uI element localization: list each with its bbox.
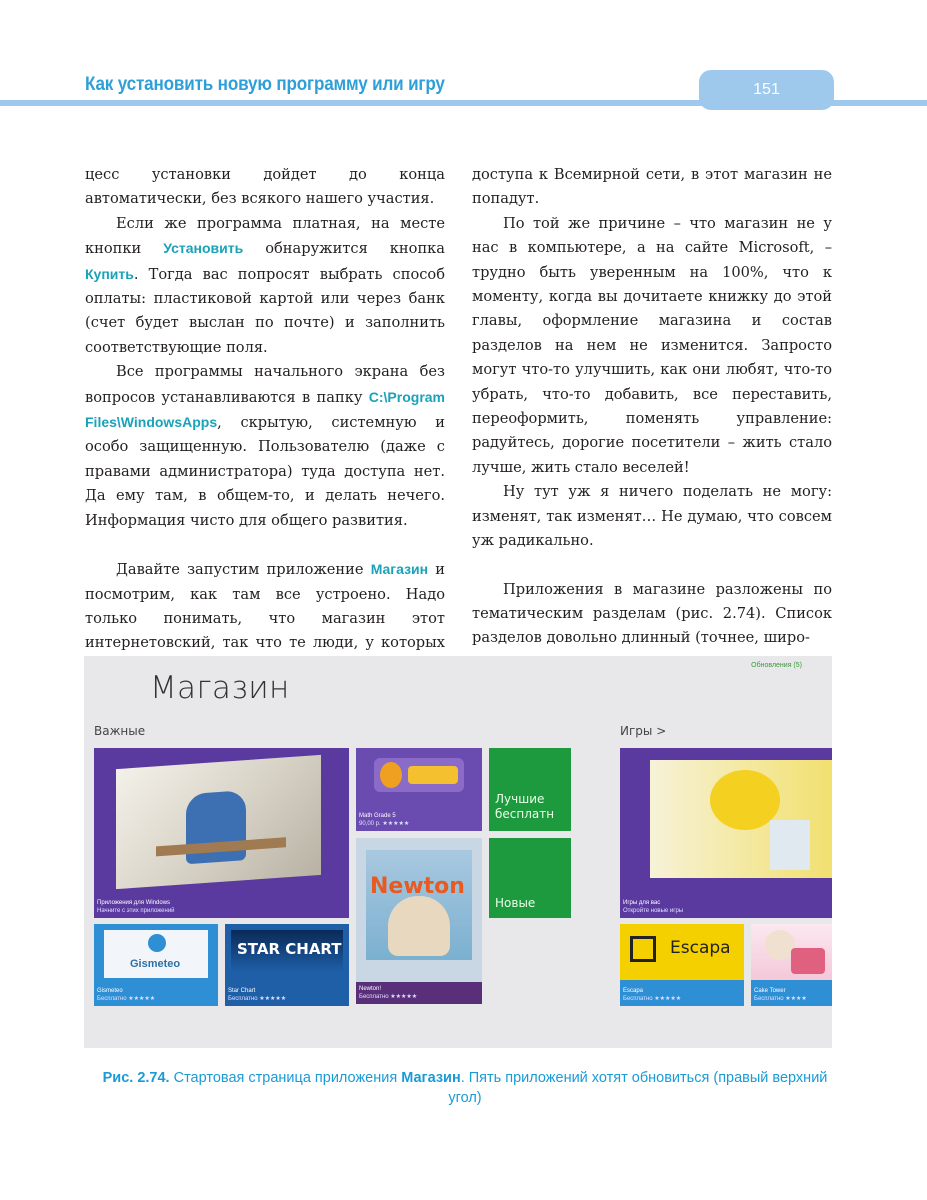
- tile-caption: Cake Tower Бесплатно ★★★★: [754, 988, 807, 1002]
- tile-new[interactable]: Новые: [489, 838, 571, 918]
- paragraph: Ну тут уж я ничего поделать не могу: изменят, так изменят… Не думаю, что совсем уж радикально.: [472, 483, 832, 550]
- paragraph: Если же программа платная, на месте кнопки Установить обнаружится кнопка Купить. Тогда вас попросят выбрать способ оплаты: пластиковой картой или через банк (счет будет выслан по почте) и заполнить соответствующие поля.: [85, 214, 445, 356]
- tile-newton[interactable]: [356, 838, 482, 1004]
- highlight-term: Установить: [163, 240, 244, 257]
- paragraph: Приложения в магазине разложены по тематическим разделам (рис. 2.74). Список разделов довольно длинный (точнее, широ-: [472, 580, 832, 647]
- text-column-left: [85, 163, 445, 680]
- paragraph: Давайте запустим приложение Магазин и посмотрим, как там все устроено. Надо только понимать, что магазин этот интернетовский, так что те люди, у которых: [85, 561, 446, 652]
- games-photo: [650, 760, 832, 878]
- newton-art: Newton: [366, 850, 472, 960]
- tile-caption: Star Chart Бесплатно ★★★★★: [228, 988, 287, 1002]
- paragraph: Все программы начального экрана без вопросов устанавливаются в папку C:\Program Files\WindowsApps, скрытую, системную и особо защищенную. Пользователю (даже с правами администратора) туда доступа нет. Да ему там, в общем-то, и делать нечего. Информация чисто для общего развития.: [85, 363, 445, 529]
- highlight-term: Магазин: [370, 561, 429, 578]
- paragraph: доступа к Всемирной сети, в этот магазин не попадут.: [472, 166, 832, 208]
- store-screenshot: [84, 656, 832, 1048]
- tile-caption: Игры для вас Откройте новые игры: [623, 900, 684, 914]
- gismeteo-logo: Gismeteo: [104, 930, 208, 978]
- figure-caption: Рис. 2.74. Стартовая страница приложения Магазин. Пять приложений хотят обновиться (правый верхний угол): [102, 1070, 828, 1106]
- tile-math-grade[interactable]: [356, 748, 482, 831]
- tile-escapa[interactable]: [620, 924, 744, 1006]
- tile-best-free[interactable]: Лучшие бесплатн: [489, 748, 571, 831]
- highlight-term: Купить: [85, 265, 134, 282]
- section-games[interactable]: Игры >: [620, 724, 667, 738]
- tile-photo: [116, 755, 321, 889]
- tile-cake-tower[interactable]: [751, 924, 832, 1006]
- highlight-path: C:\Program Files\WindowsApps: [85, 388, 445, 431]
- tile-caption: Gismeteo Бесплатно ★★★★★: [97, 988, 156, 1002]
- page-number: 151: [699, 70, 834, 110]
- running-header-title: Как установить новую программу или игру: [85, 74, 445, 95]
- updates-link[interactable]: Обновления (5): [751, 662, 802, 669]
- tile-caption: Escapa Бесплатно ★★★★★: [623, 988, 682, 1002]
- text-column-right: [472, 163, 832, 651]
- tile-gismeteo[interactable]: [94, 924, 218, 1006]
- starchart-logo: STAR CHART: [231, 930, 343, 972]
- tile-games-for-you[interactable]: [620, 748, 832, 918]
- paragraph: цесс установки дойдет до конца автоматически, без всякого нашего участия.: [85, 166, 445, 208]
- paragraph: По той же причине – что магазин не у нас в компьютере, а на сайте Microsoft, – трудно быть уверенным на 100%, что к моменту, когда вы дочитаете книжку до этой главы, оформление магазина и состав разделов на нем не изменится. Запросто могут что-то улучшить, как они любят, что-то убрать, что-то добавить, все переставить, переоформить, поменять управление: радуйтесь, дорогие посетители – жить стало лучше, жить стало веселей!: [472, 214, 832, 476]
- tile-caption: Newton! Бесплатно ★★★★★: [359, 986, 418, 1000]
- store-title: Магазин: [150, 670, 290, 706]
- tile-windows-apps[interactable]: [94, 748, 349, 918]
- section-important[interactable]: Важные: [94, 724, 146, 738]
- tile-caption: Приложения для Windows Начните с этих приложений: [97, 900, 175, 914]
- tile-star-chart[interactable]: [225, 924, 349, 1006]
- cake-art: [751, 924, 832, 980]
- tile-caption: Math Grade 5 90,00 р. ★★★★★: [359, 813, 410, 827]
- escapa-logo: Escapa: [620, 924, 744, 980]
- math-logo: [374, 758, 464, 792]
